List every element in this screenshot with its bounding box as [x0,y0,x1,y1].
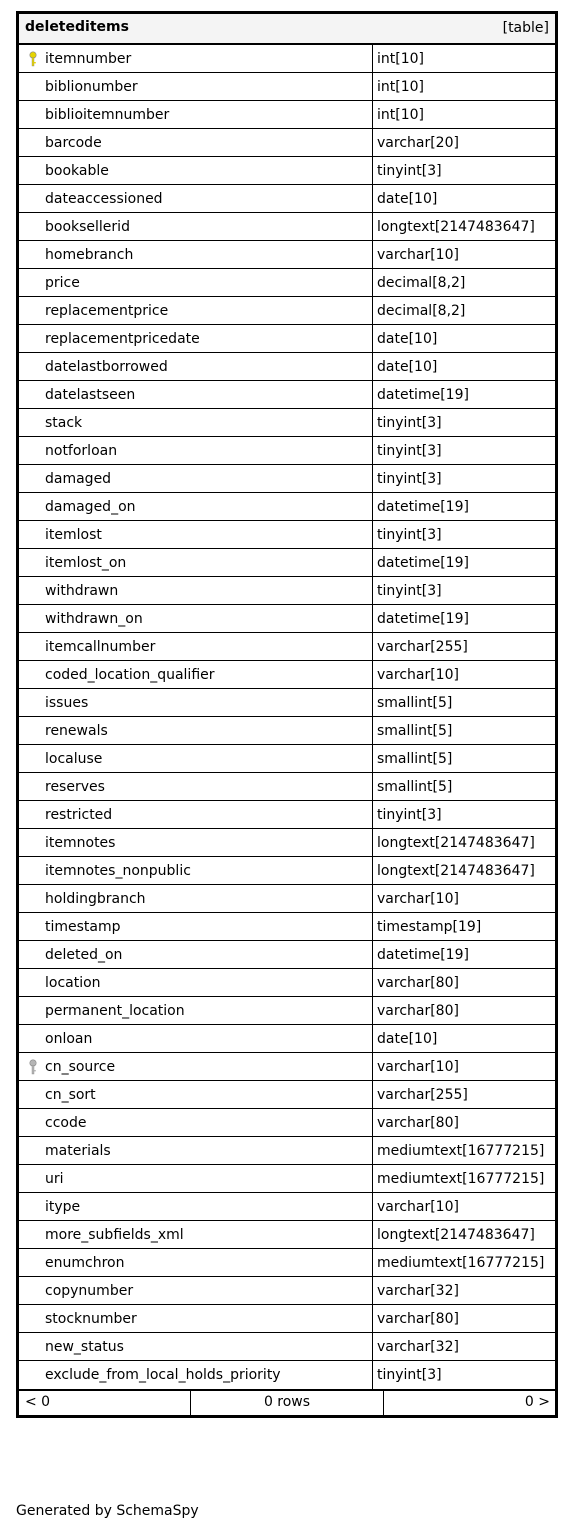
column-type-cell [373,129,555,156]
column-row [19,661,555,689]
column-type: varchar[32] [377,1283,459,1299]
column-name-cell [19,1361,373,1389]
column-type: varchar[10] [377,667,459,683]
column-name-cell [19,773,373,800]
column-type: datetime[19] [377,555,469,571]
column-type-cell [373,549,555,576]
column-row [19,353,555,381]
column-name: issues [45,695,89,711]
column-name-cell [19,1305,373,1332]
column-type: decimal[8,2] [377,275,466,291]
column-type: smallint[5] [377,779,453,795]
column-name-cell [19,1137,373,1164]
column-type-cell [373,521,555,548]
column-name: localuse [45,751,103,767]
column-name: booksellerid [45,219,130,235]
column-type-cell [373,1193,555,1220]
column-row [19,185,555,213]
column-name-cell [19,605,373,632]
column-name-cell [19,101,373,128]
column-name: location [45,975,101,991]
column-type-cell [373,1137,555,1164]
column-name: biblionumber [45,79,138,95]
column-name: homebranch [45,247,134,263]
column-type-cell [373,1277,555,1304]
column-row [19,1081,555,1109]
column-type: mediumtext[16777215] [377,1255,545,1271]
footer-rows-label: 0 rows [263,1394,311,1410]
column-type: varchar[10] [377,1199,459,1215]
column-type-cell [373,1109,555,1136]
column-row [19,773,555,801]
column-type-cell [373,1221,555,1248]
column-name: itemcallnumber [45,639,156,655]
column-name: stack [45,415,83,431]
column-name: coded_location_qualifier [45,667,215,683]
column-name: new_status [45,1339,124,1355]
primary-key-icon [28,51,38,67]
column-type-cell [373,73,555,100]
column-name-cell [19,633,373,660]
column-row [19,1137,555,1165]
column-row [19,297,555,325]
column-type: tinyint[3] [377,1367,442,1383]
column-row [19,1165,555,1193]
column-name: dateaccessioned [45,191,163,207]
column-name: bookable [45,163,109,179]
column-type-cell [373,1249,555,1276]
column-name: itemlost_on [45,555,127,571]
column-name: itemnotes_nonpublic [45,863,191,879]
column-type-cell [373,297,555,324]
column-row [19,1193,555,1221]
column-name-cell [19,997,373,1024]
column-type-cell [373,241,555,268]
column-row [19,745,555,773]
table-footer [19,1389,555,1415]
column-type: varchar[255] [377,639,468,655]
table-entity [16,11,558,1418]
column-type-cell [373,885,555,912]
column-name: biblioitemnumber [45,107,170,123]
column-type-cell [373,633,555,660]
column-name-cell [19,465,373,492]
column-name: deleted_on [45,947,123,963]
column-row [19,73,555,101]
column-type: tinyint[3] [377,471,442,487]
column-type-cell [373,997,555,1024]
column-type: varchar[32] [377,1339,459,1355]
column-type-cell [373,1361,555,1389]
column-type-cell [373,829,555,856]
column-name: damaged_on [45,499,136,515]
column-type: tinyint[3] [377,163,442,179]
index-key-icon [28,1059,38,1075]
column-type-cell [373,857,555,884]
column-name-cell [19,1109,373,1136]
column-type: varchar[20] [377,135,459,151]
column-type: timestamp[19] [377,919,482,935]
column-name: uri [45,1171,64,1187]
column-type: datetime[19] [377,499,469,515]
column-name-cell [19,969,373,996]
column-type-cell [373,101,555,128]
column-name: itemlost [45,527,102,543]
column-type-cell [373,745,555,772]
column-row [19,493,555,521]
column-row [19,129,555,157]
column-type-cell [373,437,555,464]
column-row [19,213,555,241]
column-row [19,1277,555,1305]
column-type-cell [373,157,555,184]
column-type: tinyint[3] [377,443,442,459]
column-name-cell [19,1081,373,1108]
column-row [19,1333,555,1361]
column-type-cell [373,493,555,520]
column-name-cell [19,353,373,380]
column-type-cell [373,689,555,716]
column-type-cell [373,185,555,212]
column-name: cn_sort [45,1087,96,1103]
column-type: longtext[2147483647] [377,835,535,851]
column-row [19,1109,555,1137]
column-name-cell [19,45,373,72]
column-row [19,605,555,633]
column-type: varchar[80] [377,1115,459,1131]
column-type-cell [373,941,555,968]
column-row [19,689,555,717]
column-type: varchar[10] [377,1059,459,1075]
column-name: timestamp [45,919,121,935]
column-name-cell [19,913,373,940]
generated-by-label: Generated by SchemaSpy [16,1503,199,1519]
column-type: mediumtext[16777215] [377,1143,545,1159]
column-name-cell [19,801,373,828]
column-type-cell [373,1081,555,1108]
column-name: damaged [45,471,112,487]
column-name-cell [19,1249,373,1276]
column-name: stocknumber [45,1311,137,1327]
column-name-cell [19,325,373,352]
column-row [19,1361,555,1389]
column-name: price [45,275,80,291]
column-row [19,437,555,465]
column-name-cell [19,1193,373,1220]
column-type: tinyint[3] [377,527,442,543]
column-name: cn_source [45,1059,116,1075]
column-row [19,241,555,269]
column-type: smallint[5] [377,695,453,711]
column-type: tinyint[3] [377,415,442,431]
column-type: longtext[2147483647] [377,1227,535,1243]
column-name-cell [19,1277,373,1304]
column-name-cell [19,577,373,604]
column-row [19,801,555,829]
column-type-cell [373,45,555,72]
column-name: restricted [45,807,113,823]
column-type: datetime[19] [377,611,469,627]
column-row [19,1249,555,1277]
column-row [19,913,555,941]
column-type-cell [373,913,555,940]
column-type: mediumtext[16777215] [377,1171,545,1187]
column-name-cell [19,409,373,436]
column-type: tinyint[3] [377,583,442,599]
column-name-cell [19,1025,373,1052]
column-type: varchar[80] [377,1003,459,1019]
column-name-cell [19,437,373,464]
column-name-cell [19,157,373,184]
footer-prev [19,1391,191,1415]
column-name-cell [19,269,373,296]
column-name: exclude_from_local_holds_priority [45,1367,281,1383]
column-name-cell [19,661,373,688]
column-type-cell [373,801,555,828]
column-row [19,857,555,885]
column-type: varchar[80] [377,975,459,991]
column-type: date[10] [377,331,438,347]
column-type: datetime[19] [377,947,469,963]
column-type-cell [373,717,555,744]
column-name-cell [19,381,373,408]
column-type-cell [373,213,555,240]
column-name-cell [19,1333,373,1360]
column-row [19,381,555,409]
column-name: materials [45,1143,111,1159]
footer-next-label: 0 > [524,1394,550,1410]
column-name: renewals [45,723,108,739]
column-row [19,45,555,73]
column-row [19,1305,555,1333]
column-row [19,521,555,549]
column-name-cell [19,829,373,856]
column-name-cell [19,241,373,268]
column-row [19,157,555,185]
column-name-cell [19,745,373,772]
column-type: longtext[2147483647] [377,863,535,879]
column-name-cell [19,129,373,156]
column-type: date[10] [377,191,438,207]
column-type-cell [373,1305,555,1332]
column-name: itemnumber [45,51,132,67]
column-type-cell [373,969,555,996]
column-type-cell [373,269,555,296]
column-name-cell [19,549,373,576]
column-name: replacementprice [45,303,169,319]
footer-next [384,1391,555,1415]
column-name: itemnotes [45,835,116,851]
column-type-cell [373,353,555,380]
column-name: holdingbranch [45,891,146,907]
column-name-cell [19,1221,373,1248]
column-name-cell [19,1053,373,1080]
column-name: copynumber [45,1283,134,1299]
column-type-cell [373,1053,555,1080]
column-type-cell [373,325,555,352]
column-name: withdrawn [45,583,119,599]
column-type: int[10] [377,79,424,95]
column-type: tinyint[3] [377,807,442,823]
column-name-cell [19,213,373,240]
column-row [19,969,555,997]
column-type: varchar[10] [377,891,459,907]
column-name: ccode [45,1115,87,1131]
column-type: smallint[5] [377,723,453,739]
column-type-cell [373,465,555,492]
column-type-cell [373,577,555,604]
column-type: int[10] [377,51,424,67]
column-list [19,45,555,1389]
column-name-cell [19,857,373,884]
column-type: date[10] [377,359,438,375]
column-name: barcode [45,135,102,151]
column-type-cell [373,661,555,688]
column-name-cell [19,885,373,912]
column-type-cell [373,1165,555,1192]
column-type: varchar[255] [377,1087,468,1103]
column-type-cell [373,381,555,408]
column-name-cell [19,1165,373,1192]
column-row [19,717,555,745]
column-name-cell [19,941,373,968]
column-name: onloan [45,1031,93,1047]
column-type-cell [373,1025,555,1052]
column-type-cell [373,1333,555,1360]
column-type: smallint[5] [377,751,453,767]
column-type: int[10] [377,107,424,123]
column-type: datetime[19] [377,387,469,403]
column-type-cell [373,773,555,800]
column-name-cell [19,297,373,324]
column-type: longtext[2147483647] [377,219,535,235]
column-type-cell [373,409,555,436]
column-name: reserves [45,779,105,795]
column-row [19,409,555,437]
column-name-cell [19,717,373,744]
column-name-cell [19,73,373,100]
column-row [19,829,555,857]
column-row [19,633,555,661]
table-name: deleteditems [25,19,129,35]
column-name-cell [19,493,373,520]
column-name: itype [45,1199,81,1215]
column-name: notforloan [45,443,118,459]
column-row [19,1221,555,1249]
column-name: withdrawn_on [45,611,143,627]
column-type-cell [373,605,555,632]
column-name: datelastborrowed [45,359,168,375]
column-row [19,269,555,297]
column-row [19,885,555,913]
table-header [19,14,555,45]
column-name: more_subfields_xml [45,1227,184,1243]
column-type: decimal[8,2] [377,303,466,319]
column-type: date[10] [377,1031,438,1047]
column-row [19,997,555,1025]
column-row [19,1025,555,1053]
column-row [19,577,555,605]
column-row [19,465,555,493]
column-name-cell [19,521,373,548]
footer-rows [191,1391,384,1415]
column-row [19,941,555,969]
column-name-cell [19,185,373,212]
column-type: varchar[80] [377,1311,459,1327]
column-name: datelastseen [45,387,136,403]
column-row [19,101,555,129]
column-name-cell [19,689,373,716]
column-row [19,325,555,353]
column-name: enumchron [45,1255,125,1271]
footer-prev-label: < 0 [25,1394,51,1410]
table-kind: [table] [502,20,549,36]
column-name: permanent_location [45,1003,185,1019]
column-name: replacementpricedate [45,331,200,347]
column-row [19,1053,555,1081]
column-row [19,549,555,577]
column-type: varchar[10] [377,247,459,263]
